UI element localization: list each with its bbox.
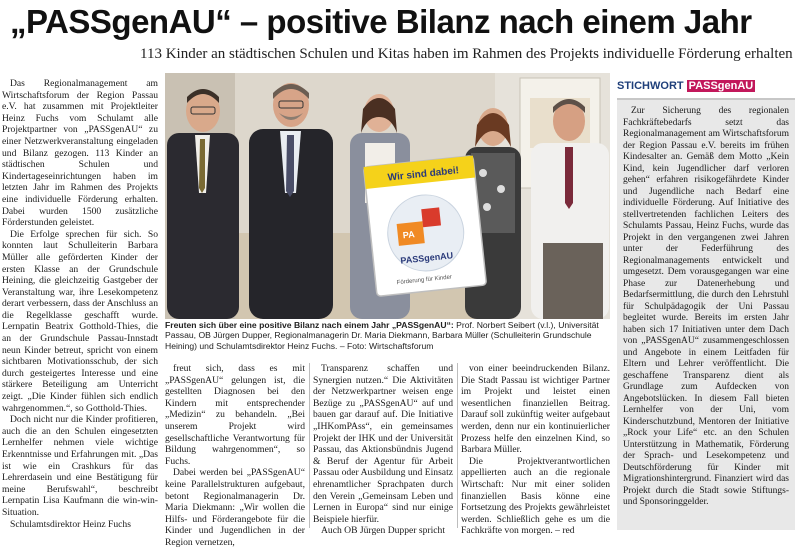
headline: „PASSgenAU“ – positive Bilanz nach einem Jahr [10,3,752,40]
paragraph: Transparenz schaffen und Synergien nutzen.“ Die Aktivitäten der Netzwerkpartner weisen enge Bezüge zu „PASSgenAU“ auf und bauen gar darauf auf. Die Initiative „IHKomPAss“, ein gemeinsames Projekt der IHK und der Universität Passau, das Aktionsbündnis Jugend & Beruf der Agentur für Arbeit Passau oder Ausbildung und Einsatz ehrenamtlicher Sprachpaten durch den Verein „Gemeinsam Leben und Lernen in Europa“ sind nur einige Beispiele hierfür. [313,363,453,525]
sidebar-text [623,106,789,526]
column-divider [309,363,310,528]
column-divider [457,363,458,528]
poster [364,156,487,297]
paragraph: Auch OB Jürgen Dupper spricht [321,525,445,537]
article-photo [165,73,610,319]
poster-subtitle: Förderung für Kinder [396,274,453,287]
sidebar-box [617,98,795,530]
paragraph: von einer beeindruckenden Bilanz. Die Stadt Passau ist wichtiger Partner im Projekt und leistet einen wesentlichen finanziellen Beitrag. Darauf soll zukünftig weiter aufgebaut werden, denn nur ein kontinuierlicher Prozess helfe den einzelnen Kind, so Barbara Müller. [461,363,610,456]
article-column-1 [2,78,158,528]
paragraph: Dabei werden bei „PASSgenAU“ keine Parallelstrukturen aufgebaut, betont Regionalmanagerin Dr. Maria Diekmann: „Wir wollen die Hilfs- und Förderangebote für die Kinder und Jugendlichen in der Region vernetzen, [165,467,305,548]
poster-slogan: Wir sind dabei! [387,165,460,184]
paragraph: Schulamtsdirektor Heinz Fuchs [10,518,131,530]
sidebar-heading-brand: PASSgenAU [688,80,754,92]
article-column-2 [165,363,305,548]
group-photo [165,73,610,319]
paragraph: Das Regionalmanagement am Wirtschaftsforum der Region Passau e.V. hat zusammen mit Projektleiter Heinz Fuchs vom Schulamt alle Projektpartner von „PASSgenAU“ zu einer Netzwerkveranstaltung eingeladen und Bilanz gezogen. 113 Kinder an städtischen Schulen und Kindertageseinrichtungen haben im letzten Jahr im Rahmen des Projekts eine individuelle Förderung erhalten. Dabei wurden 1500 zusätzliche Förderstunden geleistet. [2,78,158,229]
paragraph: freut sich, dass es mit „PASSgenAU“ gelungen ist, die gestellten Diagnosen bei den Kindern mit entsprechender „Medizin“ zu behandeln. „Bei unserem Projekt wird gesellschaftliche Verantwortung für Bildung wahrgenommen“, so Fuchs. [165,363,305,467]
caption-body: Prof. Norbert Seibert (v.l.), Universität Passau, OB Jürgen Dupper, Regionalmanagerin Dr. Maria Diekmann, Barbara Müller (Schulleiterin Grundschule Heining) und Schulamtsdirektor Heinz Fuchs. – Foto: Wirtschaftsforum [165,320,599,351]
sidebar-heading-label: STICHWORT [617,80,684,92]
article-column-4 [461,363,610,537]
photo-caption [165,320,610,351]
poster-logo: PASSgenAU [399,250,454,266]
article-column-3 [313,363,453,537]
subheadline: 113 Kinder an städtischen Schulen und Kitas haben im Rahmen des Projekts individuelle Förderung erhalten [140,46,793,62]
caption-lead: Freuten sich über eine positive Bilanz nach einem Jahr „PASSgenAU“: [165,320,454,330]
paragraph: Zur Sicherung des regionalen Fachkräftebedarfs setzt das Regionalmanagement am Wirtschaftsforum der Region Passau e.V. bereits im frühen Kindesalter an. Gemäß dem Motto „Kein Kind, kein Jugendlicher darf verloren gehen“ erfahren risikogefährdete Kinder und Jugendliche nach Bedarf eine individuelle Förderung. Auf Initiative des stellvertretenden fachlichen Leiters des Schulamts Passau, Heinz Fuchs, wurde das Projekt in den vergangenen zwei Jahren unter der Federführung des Regionalmanagements entwickelt und umgesetzt. Dem vorausgegangen war eine Phase zur Datenerhebung und Bedarfsermittlung, die durch den Lehrstuhl für Schulpädagogik der Uni Passau begleitet wurde. Bereits im ersten Jahr haben sich 17 Initiativen unter dem Dach von „PASSgenAU“ zusammengeschlossen und Angebote in einem Leitfaden für Eltern und Lehrer veröffentlicht. Die geschaffene Transparenz dient als Grundlage zum Aufdecken von Angebotslücken. In diesem Fall bieten Lernhelfer von der Uni, vom Kinderschutzbund, Mentoren der Initiative „Rock your Life“ etc. an den Schulen Unterstützung in Mathematik, Förderung der Sprach- und Lesekompetenz und Deutschförderung für Kinder mit Migrationshintergrund. Finanziert wird das Projekt durch die Stadt sowie Stiftungs- und Sponsoringgelder. [623,106,789,507]
paragraph: Die Erfolge sprechen für sich. So konnten laut Schulleiterin Barbara Müller alle geförderten Kinder der ersten Klasse an der Grundschule Heining, die gleichzeitig Gastgeber der Veranstaltung war, ihre Lesekompetenz derart verbessern, dass der Anschluss an die Regelklasse geschafft wurde. Lernpatin Beatrix Gotthold-Thies, die an der Grundschule Passau-Innstadt neun Kinder betreut, spricht von einem sichtbaren Motivationsschub, der sich durch gesteigertes Interesse und eine stärkere Beteiligung am Unterricht zeigt. „Die Kinder fühlen sich endlich wahrgenommen.“, so Gotthold-Thies. [2,228,158,414]
sidebar-heading [617,78,797,94]
paragraph: Doch nicht nur die Kinder profitieren, auch die an den Schulen eingesetzten Lernhelfer nehmen viele wichtige Erkenntnisse und Erfahrungen mit. „Das ist wie ein Crashkurs für das Lehrerdasein und eine Bestätigung für meine Berufswahl“, beschreibt Lernpatin Lisa Kaufmann die win-win-Situation. [2,414,158,518]
paragraph: Die Projektverantwortlichen appellierten auch an die regionale Wirtschaft: Nur mit einer soliden finanziellen Basis könne eine Fortsetzung des Projekts gewährleistet werden. Schließlich gehe es um die Fachkräfte von morgen. – red [461,455,610,537]
poster-badge: PA [402,229,416,241]
